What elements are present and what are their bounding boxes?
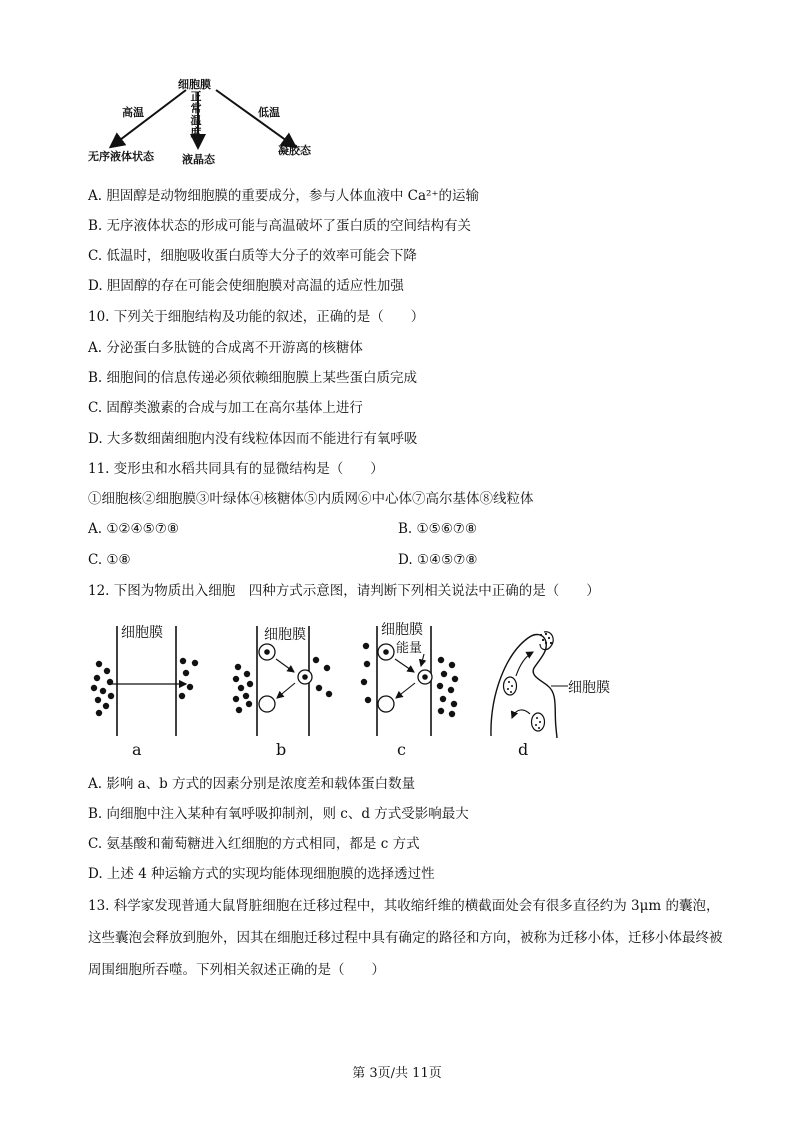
label-panel-d: d [518,740,529,759]
q10-stem: 10. 下列关于细胞结构及功能的叙述，正确的是（ ） [88,309,425,325]
molecules-high-concentration [91,661,114,716]
transport-modes-diagram [86,616,646,766]
vesicle-upper [504,677,517,695]
q12-option-d: D. 上述 4 种运输方式的实现均能体现细胞膜的选择透过性 [88,866,435,882]
label-disordered-liquid: 无序液体状态 [88,150,154,163]
q12-option-b: B. 向细胞中注入某种有氧呼吸抑制剂，则 c、d 方式受影响最大 [88,806,469,822]
arrow-low-temp [216,90,294,146]
q9-option-b: B. 无序液体状态的形成可能与高温破坏了蛋白质的空间结构有关 [88,218,472,234]
label-high-temp: 高温 [122,106,144,119]
q9-option-d: D. 胆固醇的存在可能会使细胞膜对高温的适应性加强 [88,278,404,294]
cell-membrane-outline [491,635,557,738]
carrier-protein-empty [259,696,275,712]
label-panel-c: c [397,740,406,759]
label-normal-temp: 正常温度 [190,90,202,139]
vesicle-lower [532,713,545,731]
panel-d-endocytosis-exocytosis [491,632,568,738]
panel-a-simple-diffusion [91,626,198,736]
membrane-state-diagram [90,74,330,170]
label-membrane-d: 细胞膜 [568,680,610,696]
q12-stem: 12. 下图为物质出入细胞 四种方式示意图，请判断下列相关说法中正确的是（ ） [88,583,600,599]
q13-stem: 13. 科学家发现普通大鼠肾脏细胞在迁移过程中，其收缩纤维的横截面处会有很多直径约为 3μm 的囊泡，这些囊泡会释放到胞外，因其在细胞迁移过程中具有确定的路径和方向，被称为迁移小体，迁移小体最终被周围细胞所吞噬。下列相关叙述正确的是（ ） [88,898,723,978]
q11-option-c: C. ①⑧ [88,552,131,568]
q12-option-a: A. 影响 a、b 方式的因素分别是浓度差和载体蛋白数量 [88,776,416,792]
q10-option-c: C. 固醇类激素的合成与加工在高尔基体上进行 [88,400,363,416]
label-cell-membrane: 细胞膜 [178,78,211,91]
label-liquid-crystal: 液晶态 [182,153,215,166]
q9-option-a: A. 胆固醇是动物细胞膜的重要成分，参与人体血液中 Ca²⁺的运输 [88,188,480,204]
q10-option-a: A. 分泌蛋白多肽链的合成离不开游离的核糖体 [88,340,363,356]
q11-option-d: D. ①④⑤⑦⑧ [398,552,478,568]
q11-stem: 11. 变形虫和水稻共同具有的显微结构是（ ） [88,461,384,477]
label-panel-b: b [276,740,287,759]
q11-structure-list: ①细胞核②细胞膜③叶绿体④核糖体⑤内质网⑥中心体⑦高尔基体⑧线粒体 [88,491,534,507]
q11-option-a: A. ①②④⑤⑦⑧ [88,521,179,537]
label-energy: 能量 [396,641,423,656]
label-gel: 凝胶态 [278,144,311,157]
label-membrane-b: 细胞膜 [264,627,306,643]
page-footer: 第 3页/共 11页 [352,1066,442,1081]
q10-option-b: B. 细胞间的信息传递必须依赖细胞膜上某些蛋白质完成 [88,370,418,386]
label-low-temp: 低温 [258,106,280,119]
q10-option-d: D. 大多数细菌细胞内没有线粒体因而不能进行有氧呼吸 [88,431,418,447]
label-panel-a: a [132,740,142,759]
label-membrane-a: 细胞膜 [121,625,163,641]
molecules-low-concentration [179,658,198,699]
q12-option-c: C. 氨基酸和葡萄糖进入红细胞的方式相同，都是 c 方式 [88,836,420,852]
q11-option-b: B. ①⑤⑥⑦⑧ [398,521,478,537]
q9-option-c: C. 低温时，细胞吸收蛋白质等大分子的效率可能会下降 [88,248,417,264]
label-membrane-c: 细胞膜 [381,622,423,638]
